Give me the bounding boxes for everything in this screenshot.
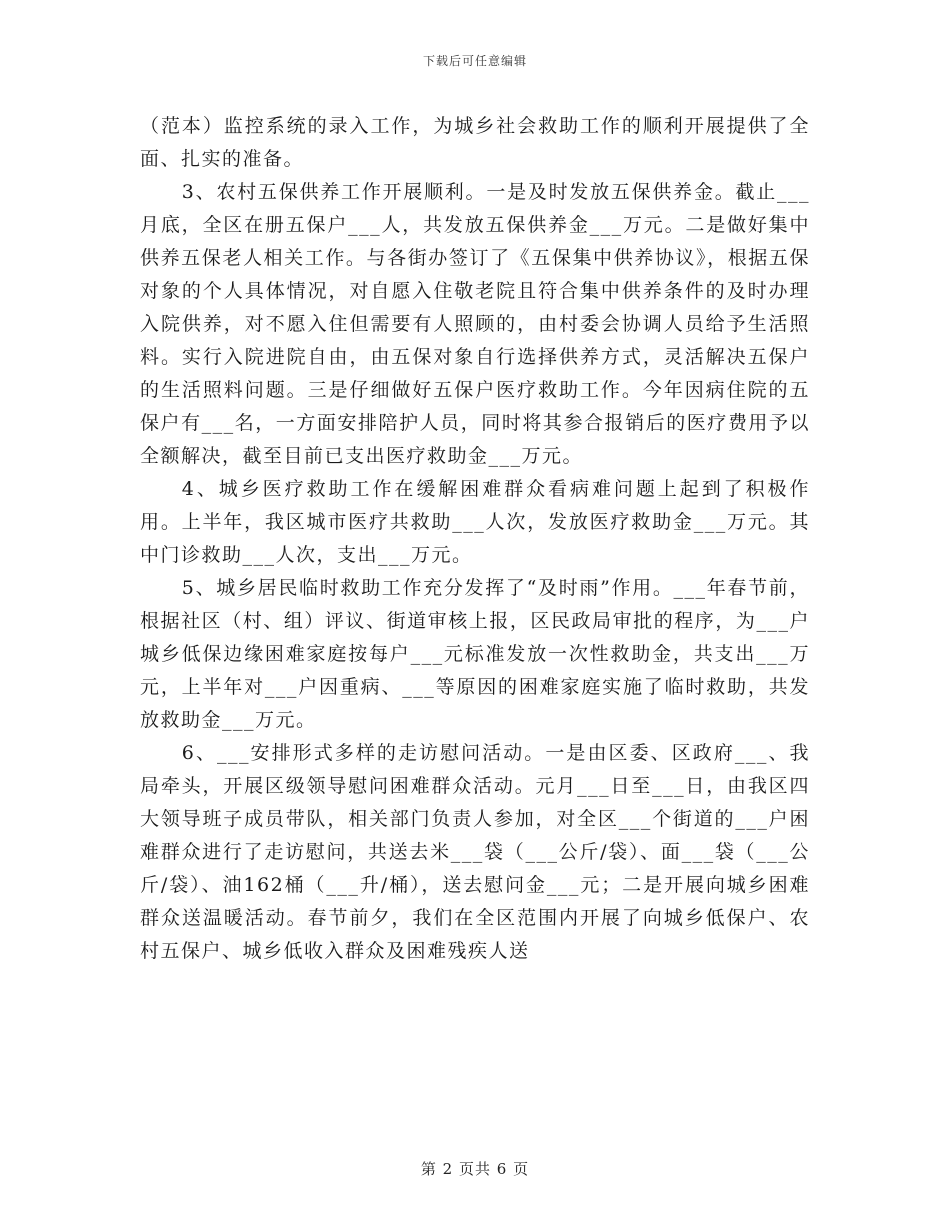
paragraph-item-6: 6、___安排形式多样的走访慰问活动。一是由区委、区政府___、我局牵头，开展区级领导慰问困难群众活动。元月___日至___日，由我区四大领导班子成员带队，相关部门负责人参加，对全区___个街道的___户困难群众进行了走访慰问，共送去米___袋（___公斤/袋）、面___袋（___公斤/袋）、油162桶（___升/桶），送去慰问金___元；二是开展向城乡困难群众送温暖活动。春节前夕，我们在全区范围内开展了向城乡低保户、农村五保户、城乡低收入群众及困难残疾人送 [140,742,810,962]
paragraph-continuation: （范本）监控系统的录入工作，为城乡社会救助工作的顺利开展提供了全面、扎实的准备。 [140,115,810,170]
paragraph-item-5: 5、城乡居民临时救助工作充分发挥了“及时雨”作用。___年春节前，根据社区（村、组）评议、街道审核上报，区民政局审批的程序，为___户城乡低保边缘困难家庭按每户___元标准发放一次性救助金，共支出___万元，上半年对___户因重病、___等原因的困难家庭实施了临时救助，共发放救助金___万元。 [140,577,810,731]
document-body [140,110,810,968]
paragraph-item-3: 3、农村五保供养工作开展顺利。一是及时发放五保供养金。截止___月底，全区在册五保户___人，共发放五保供养金___万元。二是做好集中供养五保老人相关工作。与各街办签订了《五保集中供养协议》，根据五保对象的个人具体情况，对自愿入住敬老院且符合集中供养条件的及时办理入院供养，对不愿入住但需要有人照顾的，由村委会协调人员给予生活照料。实行入院进院自由，由五保对象自行选择供养方式，灵活解决五保户的生活照料问题。三是仔细做好五保户医疗救助工作。今年因病住院的五保户有___名，一方面安排陪护人员，同时将其参合报销后的医疗费用予以全额解决，截至目前已支出医疗救助金___万元。 [140,181,810,467]
paragraph-item-4: 4、城乡医疗救助工作在缓解困难群众看病难问题上起到了积极作用。上半年，我区城市医疗共救助___人次，发放医疗救助金___万元。其中门诊救助___人次，支出___万元。 [140,478,810,566]
page-footer: 第 2 页共 6 页 [420,1160,530,1178]
page-header: 下载后可任意编辑 [422,54,527,68]
